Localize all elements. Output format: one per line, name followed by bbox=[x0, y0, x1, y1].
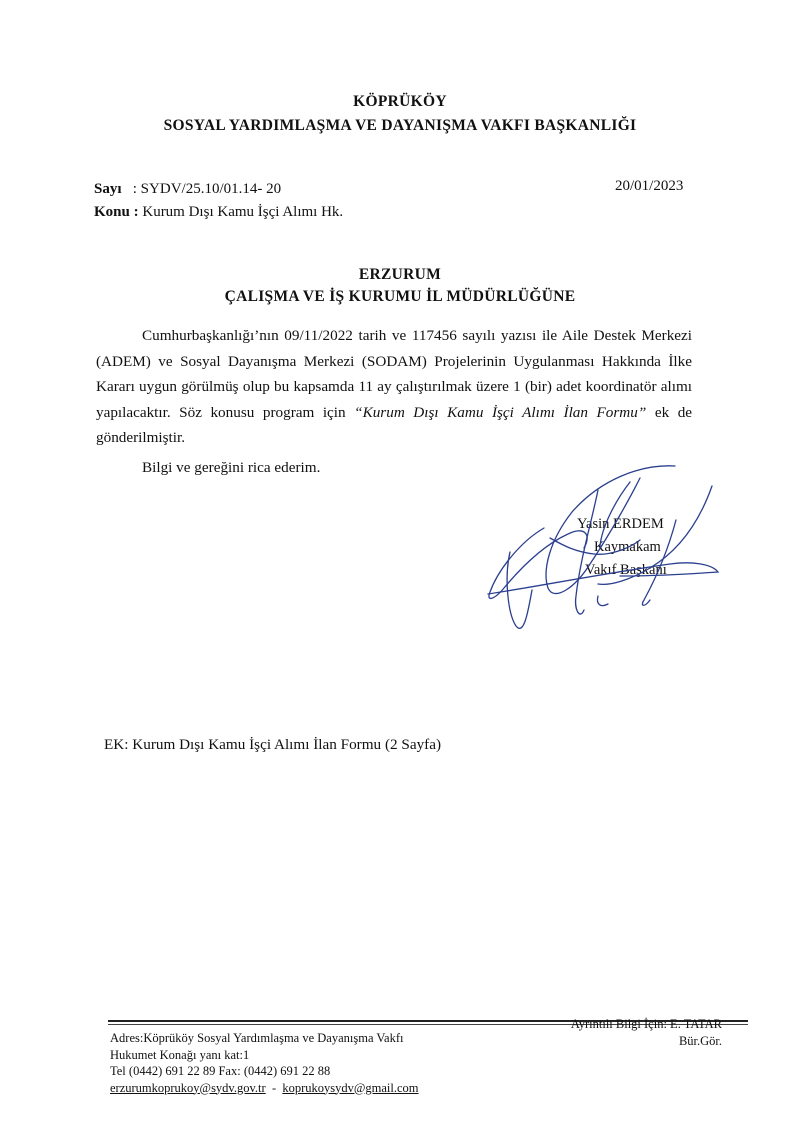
footer-contact bbox=[548, 1016, 722, 1049]
handwritten-signature bbox=[480, 460, 740, 640]
address-line-1: Adres:Köprüköy Sosyal Yardımlaşma ve Dayanışma Vakfı bbox=[110, 1031, 404, 1045]
konu-value: Kurum Dışı Kamu İşçi Alımı Hk. bbox=[142, 204, 344, 220]
contact-role: Bür.Gör. bbox=[678, 1033, 722, 1048]
email-link-gmail[interactable]: koprukoysydv@gmail.com bbox=[282, 1080, 419, 1095]
closing-line: Bilgi ve gereğini rica ederim. bbox=[142, 459, 321, 476]
phone-fax-line: Tel (0442) 691 22 89 Fax: (0442) 691 22 88 bbox=[110, 1064, 331, 1078]
signatory-role: Vakıf Başkanı bbox=[585, 562, 667, 578]
contact-person: Ayrıntılı Bilgi İçin: E. TATAR bbox=[570, 1017, 722, 1031]
body-text-part1: Cumhurbaşkanlığı’nın 09/11/2022 tarih ve 117456 sayılı yazısı ile Aile Destek Merkezi (ADEM) ve Sosyal Dayanışma Merkezi (SODAM) Projelerinin Uygulanması Hakkında İlke Kararı uygun görülmüş olup bu kapsamda 11 ay çalıştırılmak üzere 1 (bir) adet koordinatör alımı yapılacaktır. Söz konusu program için bbox=[96, 327, 692, 421]
signatory-title: Kaymakam bbox=[594, 539, 661, 555]
attachment-note: EK: Kurum Dışı Kamu İşçi Alımı İlan Formu (2 Sayfa) bbox=[104, 736, 442, 753]
reference-number bbox=[94, 181, 281, 198]
recipient-office: ÇALIŞMA VE İŞ KURUMU İL MÜDÜRLÜĞÜNE bbox=[224, 288, 576, 305]
address-line-2: Hukumet Konağı yanı kat:1 bbox=[110, 1047, 250, 1062]
subject-line bbox=[94, 204, 343, 221]
recipient-city: ERZURUM bbox=[358, 266, 442, 283]
form-title: “Kurum Dışı Kamu İşçi Alımı İlan Formu” bbox=[354, 403, 647, 421]
email-link-official[interactable]: erzurumkoprukoy@sydv.gov.tr bbox=[110, 1080, 266, 1095]
body-paragraph bbox=[96, 323, 692, 451]
body-text-part2: ek de gönderilmiştir. bbox=[96, 403, 693, 446]
sayi-label: Sayı bbox=[94, 181, 122, 197]
signatory-name: Yasin ERDEM bbox=[577, 516, 664, 532]
sayi-value: : SYDV/25.10/01.14- 20 bbox=[132, 181, 282, 197]
footer-address bbox=[110, 1030, 419, 1096]
konu-label: Konu : bbox=[94, 204, 139, 220]
email-line bbox=[110, 1080, 419, 1097]
institution-title: SOSYAL YARDIMLAŞMA VE DAYANIŞMA VAKFI BAŞKANLIĞI bbox=[163, 117, 637, 134]
email-separator: - bbox=[271, 1080, 277, 1095]
document-date: 20/01/2023 bbox=[615, 178, 684, 194]
institution-name: KÖPRÜKÖY bbox=[353, 93, 447, 110]
